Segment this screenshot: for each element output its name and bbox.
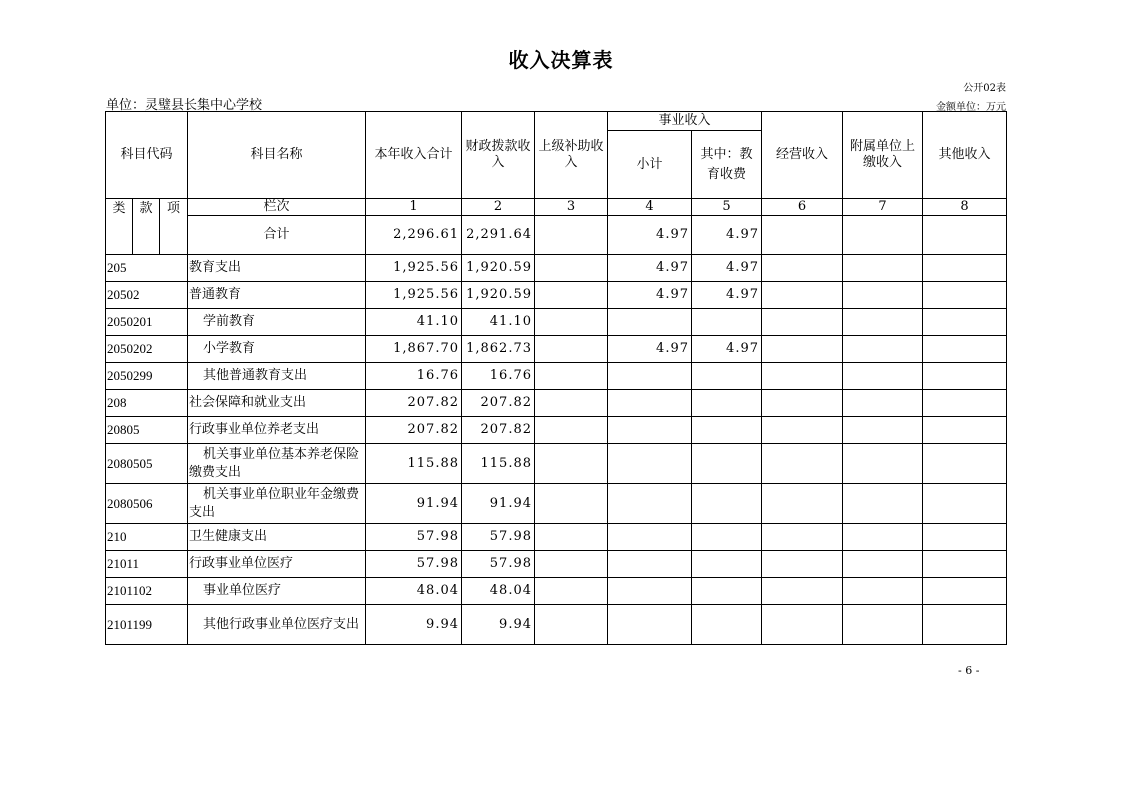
col-number: 6	[762, 199, 843, 216]
amount-cell	[923, 390, 1007, 417]
table-row	[106, 417, 1007, 444]
amount-cell	[692, 444, 762, 484]
amount-cell	[608, 444, 692, 484]
header-operating-income: 经营收入	[762, 112, 843, 199]
table-row	[106, 390, 1007, 417]
amount-cell	[762, 524, 843, 551]
amount-cell	[843, 551, 923, 578]
subject-name: 机关事业单位基本养老保险缴费支出	[188, 444, 366, 484]
table-row	[106, 363, 1007, 390]
amount-cell	[843, 605, 923, 645]
amount-cell	[923, 255, 1007, 282]
total-row	[106, 216, 1007, 255]
amount-cell	[843, 578, 923, 605]
table-row	[106, 336, 1007, 363]
amount-cell: 4.97	[692, 282, 762, 309]
amount-cell	[608, 390, 692, 417]
subject-name: 事业单位医疗	[188, 578, 366, 605]
amount-cell	[843, 255, 923, 282]
amount-cell	[923, 578, 1007, 605]
subject-code: 2050201	[106, 309, 188, 336]
amount-cell	[692, 605, 762, 645]
amount-unit-label: 金额单位：万元	[936, 102, 1006, 113]
amount-cell: 16.76	[462, 363, 535, 390]
subject-name: 行政事业单位医疗	[188, 551, 366, 578]
subject-code: 20805	[106, 417, 188, 444]
amount-cell: 57.98	[462, 551, 535, 578]
amount-cell: 115.88	[366, 444, 462, 484]
col-number: 8	[923, 199, 1007, 216]
amount-cell	[608, 417, 692, 444]
amount-cell	[762, 309, 843, 336]
amount-cell: 1,920.59	[462, 282, 535, 309]
header-other-income: 其他收入	[923, 112, 1007, 199]
total-value	[535, 216, 608, 255]
amount-cell	[535, 363, 608, 390]
amount-cell	[923, 605, 1007, 645]
subject-name: 卫生健康支出	[188, 524, 366, 551]
amount-cell: 115.88	[462, 444, 535, 484]
amount-cell	[762, 484, 843, 524]
header-subtotal: 小计	[608, 131, 692, 199]
header-superior-subsidy: 上级补助收入	[535, 112, 608, 199]
amount-cell: 57.98	[462, 524, 535, 551]
header-subject-name: 科目名称	[188, 112, 366, 199]
subject-code: 205	[106, 255, 188, 282]
amount-cell	[923, 417, 1007, 444]
income-final-accounts-table	[105, 111, 1007, 645]
amount-cell: 57.98	[366, 524, 462, 551]
table-row	[106, 524, 1007, 551]
amount-cell	[535, 282, 608, 309]
col-number: 7	[843, 199, 923, 216]
total-value: 2,296.61	[366, 216, 462, 255]
amount-cell	[535, 336, 608, 363]
amount-cell: 4.97	[692, 336, 762, 363]
amount-cell: 16.76	[366, 363, 462, 390]
amount-cell	[535, 417, 608, 444]
amount-cell	[843, 484, 923, 524]
table-row	[106, 578, 1007, 605]
amount-cell	[692, 551, 762, 578]
amount-cell: 48.04	[366, 578, 462, 605]
amount-cell	[535, 390, 608, 417]
subject-name: 社会保障和就业支出	[188, 390, 366, 417]
amount-cell: 91.94	[366, 484, 462, 524]
amount-cell: 48.04	[462, 578, 535, 605]
total-value	[923, 216, 1007, 255]
form-number: 公开02表	[963, 83, 1006, 94]
amount-cell	[762, 551, 843, 578]
amount-cell: 41.10	[462, 309, 535, 336]
amount-cell	[535, 255, 608, 282]
subject-name: 普通教育	[188, 282, 366, 309]
amount-cell	[535, 484, 608, 524]
amount-cell	[762, 363, 843, 390]
amount-cell	[923, 551, 1007, 578]
total-label: 合计	[188, 216, 366, 255]
amount-cell	[923, 444, 1007, 484]
header-item: 项	[160, 199, 188, 255]
header-affiliated-income: 附属单位上缴收入	[843, 112, 923, 199]
amount-cell	[535, 309, 608, 336]
header-fiscal-income: 财政拨款收入	[462, 112, 535, 199]
subject-name: 行政事业单位养老支出	[188, 417, 366, 444]
amount-cell	[923, 309, 1007, 336]
amount-cell: 41.10	[366, 309, 462, 336]
amount-cell	[923, 484, 1007, 524]
amount-cell	[535, 444, 608, 484]
subject-code: 20502	[106, 282, 188, 309]
table-row	[106, 255, 1007, 282]
amount-cell	[535, 524, 608, 551]
amount-cell: 4.97	[608, 282, 692, 309]
table-row	[106, 444, 1007, 484]
col-number: 4	[608, 199, 692, 216]
amount-cell	[762, 336, 843, 363]
amount-cell	[923, 363, 1007, 390]
unit-label: 单位：灵璧县长集中心学校	[106, 98, 263, 113]
subject-code: 208	[106, 390, 188, 417]
header-edu-fees: 其中：教育收费	[692, 131, 762, 199]
amount-cell	[692, 363, 762, 390]
header-column-order: 栏次	[188, 199, 366, 216]
amount-cell	[608, 309, 692, 336]
amount-cell	[762, 255, 843, 282]
total-value: 4.97	[692, 216, 762, 255]
subject-code: 2050202	[106, 336, 188, 363]
amount-cell	[923, 336, 1007, 363]
amount-cell	[608, 524, 692, 551]
col-number: 3	[535, 199, 608, 216]
amount-cell	[843, 309, 923, 336]
table-row	[106, 484, 1007, 524]
amount-cell: 4.97	[692, 255, 762, 282]
col-number: 5	[692, 199, 762, 216]
amount-cell: 9.94	[462, 605, 535, 645]
amount-cell: 1,862.73	[462, 336, 535, 363]
subject-code: 2080506	[106, 484, 188, 524]
subject-name: 其他普通教育支出	[188, 363, 366, 390]
amount-cell	[608, 363, 692, 390]
amount-cell	[692, 309, 762, 336]
total-value	[843, 216, 923, 255]
amount-cell	[692, 417, 762, 444]
amount-cell: 207.82	[366, 390, 462, 417]
subject-name: 学前教育	[188, 309, 366, 336]
amount-cell	[843, 444, 923, 484]
amount-cell: 207.82	[366, 417, 462, 444]
amount-cell: 1,925.56	[366, 255, 462, 282]
header-business-income: 事业收入	[608, 112, 762, 131]
col-number: 1	[366, 199, 462, 216]
amount-cell	[608, 484, 692, 524]
amount-cell	[608, 605, 692, 645]
header-subject-code: 科目代码	[106, 112, 188, 199]
amount-cell: 1,925.56	[366, 282, 462, 309]
subject-code: 2101199	[106, 605, 188, 645]
amount-cell: 57.98	[366, 551, 462, 578]
subject-code: 2101102	[106, 578, 188, 605]
amount-cell	[843, 282, 923, 309]
header-class: 类	[106, 199, 133, 255]
subject-name: 小学教育	[188, 336, 366, 363]
amount-cell: 1,920.59	[462, 255, 535, 282]
table-row	[106, 309, 1007, 336]
total-value: 4.97	[608, 216, 692, 255]
amount-cell	[923, 282, 1007, 309]
amount-cell	[535, 578, 608, 605]
subject-code: 2080505	[106, 444, 188, 484]
amount-cell	[762, 444, 843, 484]
table-row	[106, 551, 1007, 578]
amount-cell	[535, 605, 608, 645]
amount-cell	[692, 484, 762, 524]
subject-name: 教育支出	[188, 255, 366, 282]
amount-cell	[535, 551, 608, 578]
header-total-income: 本年收入合计	[366, 112, 462, 199]
amount-cell: 4.97	[608, 336, 692, 363]
amount-cell: 207.82	[462, 390, 535, 417]
amount-cell	[692, 524, 762, 551]
subject-name: 其他行政事业单位医疗支出	[188, 605, 366, 645]
amount-cell	[692, 578, 762, 605]
total-value	[762, 216, 843, 255]
table-row	[106, 605, 1007, 645]
subject-code: 210	[106, 524, 188, 551]
subject-code: 2050299	[106, 363, 188, 390]
amount-cell	[843, 390, 923, 417]
header-section: 款	[133, 199, 160, 255]
amount-cell: 207.82	[462, 417, 535, 444]
amount-cell: 4.97	[608, 255, 692, 282]
amount-cell	[762, 282, 843, 309]
amount-cell	[608, 578, 692, 605]
page-number: - 6 -	[958, 664, 980, 677]
amount-cell	[923, 524, 1007, 551]
amount-cell	[762, 605, 843, 645]
amount-cell	[762, 417, 843, 444]
amount-cell	[762, 390, 843, 417]
subject-name: 机关事业单位职业年金缴费支出	[188, 484, 366, 524]
amount-cell	[843, 524, 923, 551]
amount-cell	[843, 363, 923, 390]
amount-cell: 91.94	[462, 484, 535, 524]
subject-code: 21011	[106, 551, 188, 578]
amount-cell	[608, 551, 692, 578]
page-title: 收入决算表	[508, 48, 614, 72]
amount-cell: 1,867.70	[366, 336, 462, 363]
amount-cell	[692, 390, 762, 417]
amount-cell	[843, 417, 923, 444]
amount-cell	[843, 336, 923, 363]
amount-cell: 9.94	[366, 605, 462, 645]
total-value: 2,291.64	[462, 216, 535, 255]
table-row	[106, 282, 1007, 309]
amount-cell	[762, 578, 843, 605]
col-number: 2	[462, 199, 535, 216]
